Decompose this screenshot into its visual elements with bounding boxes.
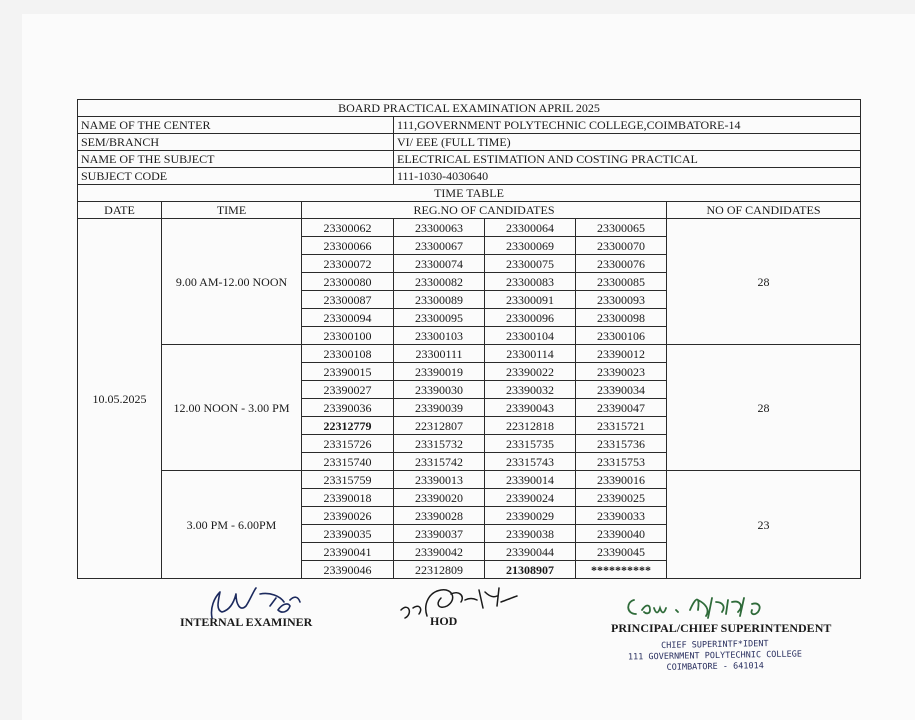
column-header-count: NO OF CANDIDATES: [667, 202, 861, 219]
reg-number-cell: 23390034: [576, 381, 667, 399]
reg-number-cell: 23390015: [302, 363, 394, 381]
reg-number-cell: 23300093: [576, 291, 667, 309]
reg-number-cell: 23300106: [576, 327, 667, 345]
reg-number-cell: 23315726: [302, 435, 394, 453]
reg-number-cell: 23300089: [394, 291, 485, 309]
field-value: ELECTRICAL ESTIMATION AND COSTING PRACTICAL: [394, 151, 861, 168]
field-value: VI/ EEE (FULL TIME): [394, 134, 861, 151]
reg-number-cell: 23315753: [576, 453, 667, 471]
table-row: [78, 471, 861, 489]
reg-number-cell: 23390022: [485, 363, 576, 381]
reg-number-cell: 23390030: [394, 381, 485, 399]
exam-date: 10.05.2025: [78, 219, 162, 579]
reg-number-cell: 22312807: [394, 417, 485, 435]
reg-number-cell: 23390043: [485, 399, 576, 417]
reg-number-cell: 23390027: [302, 381, 394, 399]
reg-number-cell: 23315742: [394, 453, 485, 471]
reg-number-cell: 23315732: [394, 435, 485, 453]
reg-number-cell: 23315721: [576, 417, 667, 435]
reg-number-cell: 23390041: [302, 543, 394, 561]
time-table-heading: TIME TABLE: [78, 185, 861, 202]
reg-number-cell: 23300085: [576, 273, 667, 291]
reg-number-cell: 23315736: [576, 435, 667, 453]
timetable-sheet: [77, 99, 861, 579]
reg-number-cell: 23390014: [485, 471, 576, 489]
session-time: 12.00 NOON - 3.00 PM: [162, 345, 302, 471]
reg-number-cell: 23390044: [485, 543, 576, 561]
field-value: 111-1030-4030640: [394, 168, 861, 185]
reg-number-cell: 23300096: [485, 309, 576, 327]
reg-number-cell: 23390046: [302, 561, 394, 579]
reg-number-cell: 23390025: [576, 489, 667, 507]
reg-number-cell: 23300066: [302, 237, 394, 255]
reg-number-cell: 23300094: [302, 309, 394, 327]
reg-number-cell: 23300087: [302, 291, 394, 309]
reg-number-cell: 23390035: [302, 525, 394, 543]
field-label: NAME OF THE SUBJECT: [78, 151, 394, 168]
stamp-line: CHIEF SUPERINTF*IDENT: [660, 639, 769, 651]
reg-number-cell: 23300069: [485, 237, 576, 255]
reg-number-cell: 23300111: [394, 345, 485, 363]
field-label: SUBJECT CODE: [78, 168, 394, 185]
reg-number-cell: 23300095: [394, 309, 485, 327]
reg-number-cell: 23390029: [485, 507, 576, 525]
field-label: SEM/BRANCH: [78, 134, 394, 151]
table-row: [78, 219, 861, 237]
reg-number-cell: 23390024: [485, 489, 576, 507]
reg-number-cell: 23390018: [302, 489, 394, 507]
column-header-reg: REG.NO OF CANDIDATES: [302, 202, 667, 219]
field-label: NAME OF THE CENTER: [78, 117, 394, 134]
candidate-count: 23: [667, 471, 861, 579]
reg-number-cell: 23300062: [302, 219, 394, 237]
exam-title: BOARD PRACTICAL EXAMINATION APRIL 2025: [78, 100, 861, 117]
reg-number-cell: 23390042: [394, 543, 485, 561]
principal-label: PRINCIPAL/CHIEF SUPERINTENDENT: [611, 621, 832, 635]
column-header-time: TIME: [162, 202, 302, 219]
reg-number-cell: 23390028: [394, 507, 485, 525]
reg-number-cell: 23300103: [394, 327, 485, 345]
reg-number-cell: 23390020: [394, 489, 485, 507]
office-stamp: [625, 638, 806, 674]
column-header-date: DATE: [78, 202, 162, 219]
reg-number-cell: 23390039: [394, 399, 485, 417]
field-value: 111,GOVERNMENT POLYTECHNIC COLLEGE,COIMBATORE-14: [394, 117, 861, 134]
reg-number-cell: 23300072: [302, 255, 394, 273]
reg-number-cell: 23300104: [485, 327, 576, 345]
reg-number-cell: 23300064: [485, 219, 576, 237]
reg-number-cell: 23315743: [485, 453, 576, 471]
candidate-count: 28: [667, 219, 861, 345]
reg-number-cell: 23390026: [302, 507, 394, 525]
reg-number-cell: **********: [576, 561, 667, 579]
reg-number-cell: 23300063: [394, 219, 485, 237]
reg-number-cell: 23390038: [485, 525, 576, 543]
reg-number-cell: 23300100: [302, 327, 394, 345]
reg-number-cell: 23315735: [485, 435, 576, 453]
table-row: [78, 345, 861, 363]
hod-signature: [395, 580, 525, 625]
reg-number-cell: 23315740: [302, 453, 394, 471]
reg-number-cell: 23390045: [576, 543, 667, 561]
reg-number-cell: 22312818: [485, 417, 576, 435]
stamp-line: COIMBATORE - 641014: [666, 661, 764, 673]
stamp-line: 111 GOVERNMENT POLYTECHNIC COLLEGE: [627, 649, 803, 663]
candidate-count: 28: [667, 345, 861, 471]
reg-number-cell: 22312809: [394, 561, 485, 579]
session-time: 9.00 AM-12.00 NOON: [162, 219, 302, 345]
principal-signature: [620, 590, 790, 622]
reg-number-cell: 23390032: [485, 381, 576, 399]
reg-number-cell: 23300083: [485, 273, 576, 291]
reg-number-cell: 23300098: [576, 309, 667, 327]
session-time: 3.00 PM - 6.00PM: [162, 471, 302, 579]
reg-number-cell: 23315759: [302, 471, 394, 489]
reg-number-cell: 23390012: [576, 345, 667, 363]
reg-number-cell: 23300082: [394, 273, 485, 291]
reg-number-cell: 23390040: [576, 525, 667, 543]
reg-number-cell: 23390033: [576, 507, 667, 525]
hod-label: HOD: [430, 614, 458, 628]
reg-number-cell: 22312779: [302, 417, 394, 435]
reg-number-cell: 23300114: [485, 345, 576, 363]
reg-number-cell: 23300074: [394, 255, 485, 273]
reg-number-cell: 23300076: [576, 255, 667, 273]
reg-number-cell: 23300091: [485, 291, 576, 309]
reg-number-cell: 23300065: [576, 219, 667, 237]
reg-number-cell: 23390036: [302, 399, 394, 417]
reg-number-cell: 21308907: [485, 561, 576, 579]
reg-number-cell: 23390037: [394, 525, 485, 543]
reg-number-cell: 23300080: [302, 273, 394, 291]
reg-number-cell: 23390019: [394, 363, 485, 381]
reg-number-cell: 23300070: [576, 237, 667, 255]
reg-number-cell: 23390047: [576, 399, 667, 417]
reg-number-cell: 23390016: [576, 471, 667, 489]
reg-number-cell: 23300075: [485, 255, 576, 273]
reg-number-cell: 23390023: [576, 363, 667, 381]
reg-number-cell: 23300108: [302, 345, 394, 363]
reg-number-cell: 23390013: [394, 471, 485, 489]
internal-examiner-label: INTERNAL EXAMINER: [180, 615, 313, 629]
reg-number-cell: 23300067: [394, 237, 485, 255]
